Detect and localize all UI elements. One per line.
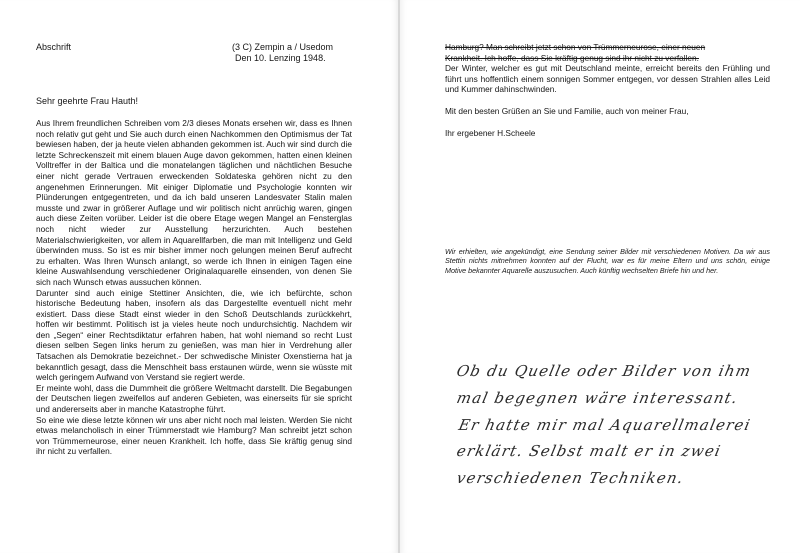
handwritten-line: mal begegnen wäre interessant. (455, 389, 740, 407)
letter-body (36, 118, 352, 457)
letter-continuation (445, 42, 770, 138)
letter-page-left (0, 0, 398, 553)
struck-text-line: Hamburg? Man schreibt jetzt schon von Trümmerneurose, einer neuen (445, 42, 706, 52)
letter-date: Den 10. Lenzing 1948. (235, 53, 326, 63)
signature-line: Ihr ergebener H.Scheele (445, 127, 536, 138)
editorial-footnote: Wir erhielten, wie angekündigt, eine Sendung seiner Bilder mit verschiedenen Motiven. Da wir aus Stettin nichts mitnehmen konnten auf der Flucht, war es für meine Eltern und uns schön, einige Motive bekannter Aquarelle auszusuchen. Auch künftig wechselten Briefe hin und her. (445, 247, 770, 275)
handwritten-line: Er hatte mir mal Aquarellmalerei (457, 416, 753, 434)
handwritten-line: verschiedenen Techniken. (455, 469, 686, 487)
continuation-paragraph: Der Winter, welcher es gut mit Deutschland meinte, erreicht bereits den Frühling und führt uns hoffentlich einem sonnigen Sommer entgegen, vor dessen Strahlen alles Leid und Kummer dahinschwinden. (445, 63, 770, 95)
document-label: Abschrift (36, 42, 72, 52)
handwritten-note (457, 362, 787, 522)
letter-paragraph: So eine wie diese letzte können wir uns aber nicht noch mal leisten. Werden Sie nicht etwas melancholisch in einer Trümmerstadt wie Hamburg? Man schreibt jetzt schon von Trümmerneurose, einer neuen Krankheit. Ich hoffe, dass Sie kräftig genug sind ihr nicht zu verfallen. (36, 414, 352, 457)
letter-paragraph: Darunter sind auch einige Stettiner Ansichten, die, wie ich befürchte, schon historische Bedeutung haben, insofern als das Dargestellte eventuell nicht mehr existiert. Dass diese Stadt einst wieder in den Schoß Deutschlands zurückkehrt, hoffen wir bestimmt. Politisch ist ja vieles heute noch undurchsichtig. Nachdem wir den „Segen“ einer Rechtsdiktatur erfahren haben, hat wohl niemand so recht Lust diesen selben Segen links herum zu genießen, was man hier in Verdrehung aller Tatsachen als Demokratie bezeichnet.- Der schwedische Minister Oxenstierna hat ja bekanntlich gesagt, dass die Menschheit bass erstaunen würde, wenn sie wüsste mit welch geringem Aufwand von Verstand sie regiert werde. (36, 287, 352, 383)
letter-paragraph: Aus Ihrem freundlichen Schreiben vom 2/3 dieses Monats ersehen wir, dass es Ihnen noch relativ gut geht und Sie auch durch einen Nachkommen den Optimismus der Tat bewiesen haben, der ja heute vielen abhanden gekommen ist. Auch wir sind durch die letzte Schreckenszeit mit einem blauen Auge davon gekommen, hatten einen kleinen Volltreffer in der Baltica und die monatelangen täglichen und nächtlichen Besuche einer nicht gerade Vertrauen erweckenden Soldateska gehören nicht zu den angenehmen Erinnerungen. Mit einiger Diplomatie und Psychologie konnten wir Plünderungen entgegentreten, und da ich bald unseren Landesvater Stalin malen musste und zwar in größerer Auflage und wir politisch nicht anrüchig waren, gingen auch diese Zeiten vorüber. Leider ist die obere Etage wegen Mangel an Fensterglas noch nicht wieder zur Ausstellung herzurichten. Auch bestehen Materialschwierigkeiten, vor allem in Aquarellfarben, die man mit Intelligenz und Geld überwinden muss. So ist es mir bisher immer noch gelungen meinen Beruf aufrecht zu erhalten. Was Ihren Wunsch anlangt, so werde ich Ihnen in einigen Tagen eine kleine Auswahlsendung verschiedener Originalaquarelle einsenden, von denen Sie sich nach Wunsch etwas aussuchen können. (36, 118, 352, 287)
handwritten-line: erklärt. Selbst malt er in zwei (455, 442, 723, 460)
closing-line: Mit den besten Grüßen an Sie und Familie, auch von meiner Frau, (445, 105, 689, 116)
letter-paragraph: Er meinte wohl, dass die Dummheit die größere Weltmacht darstellt. Die Begabungen der Deutschen liegen zweifellos auf anderen Gebieten, was einerseits für sie spricht und andererseits aber in manche Katastrophe führt. (36, 382, 352, 415)
sender-address-date (232, 42, 333, 64)
struck-text-line: Krankheit. Ich hoffe, dass Sie kräftig genug sind ihr nicht zu verfallen. (445, 52, 699, 63)
handwritten-line: Ob du Quelle oder Bilder von ihm (455, 362, 754, 380)
salutation: Sehr geehrte Frau Hauth! (36, 96, 139, 106)
sender-address: (3 C) Zempin a / Usedom (232, 42, 334, 52)
